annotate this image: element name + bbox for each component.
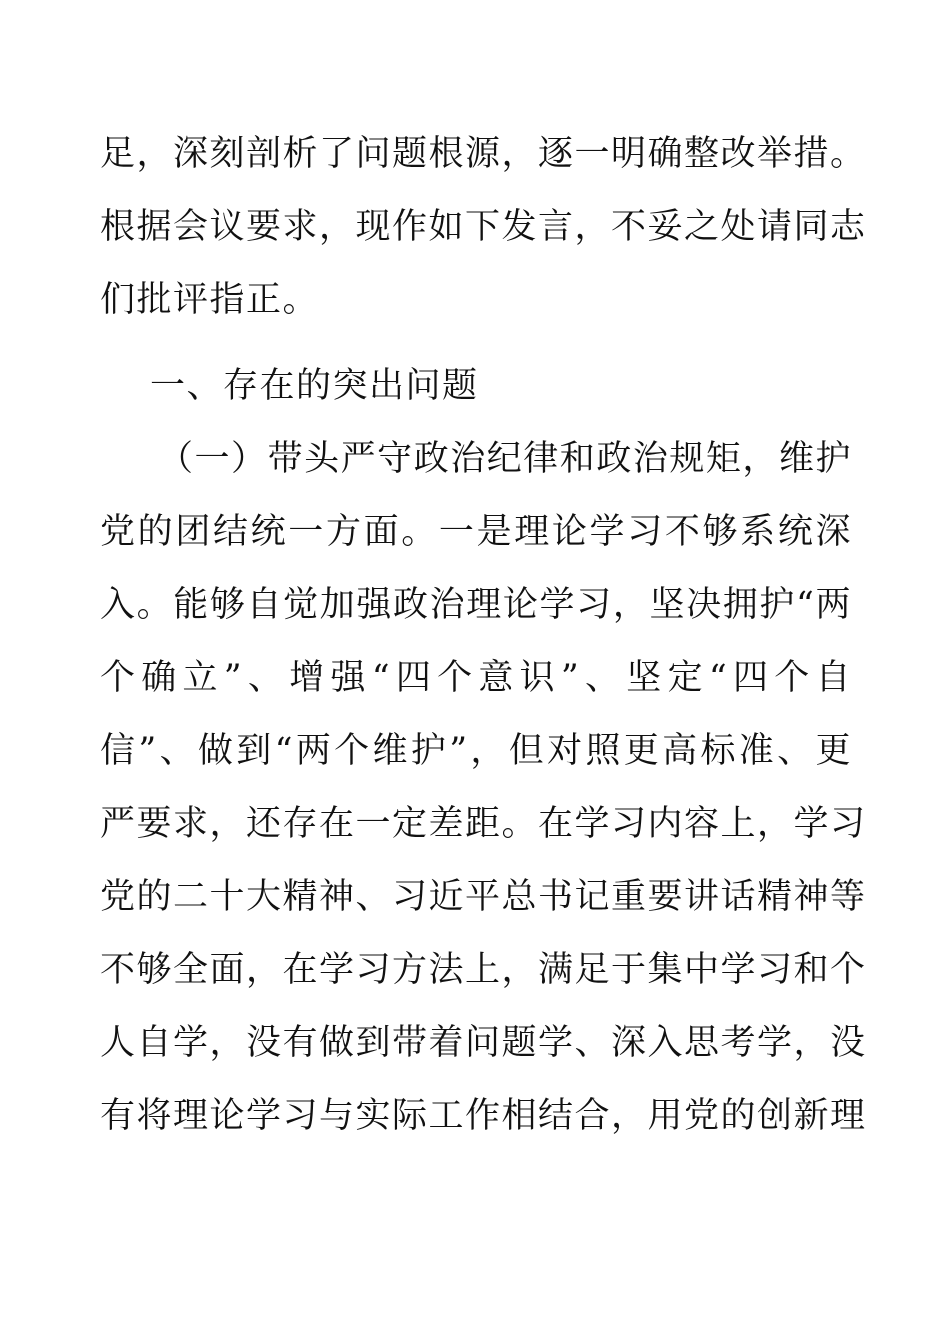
- section-heading: 一、存在的突出问题: [150, 366, 479, 406]
- paragraph-line-6: 严要求，还存在一定差距。在学习内容上，学习: [100, 804, 867, 844]
- paragraph-line-4: 个确立”、增强“四个意识”、坚定“四个自: [100, 658, 852, 698]
- paragraph-line-2: 党的团结统一方面。一是理论学习不够系统深: [100, 512, 852, 552]
- paragraph-line-8: 不够全面，在学习方法上，满足于集中学习和个: [100, 950, 867, 990]
- paragraph-line-9: 人自学，没有做到带着问题学、深入思考学，没: [100, 1023, 867, 1063]
- paragraph-line-7: 党的二十大精神、习近平总书记重要讲话精神等: [100, 877, 867, 917]
- paragraph-line-5: 信”、做到“两个维护”，但对照更高标准、更: [100, 731, 852, 771]
- intro-line-3: 们批评指正。: [100, 280, 320, 320]
- paragraph-line-10: 有将理论学习与实际工作相结合，用党的创新理: [100, 1096, 867, 1136]
- paragraph-line-3: 入。能够自觉加强政治理论学习，坚决拥护“两: [100, 585, 852, 625]
- intro-line-1: 足，深刻剖析了问题根源，逐一明确整改举措。: [100, 134, 867, 174]
- paragraph-line-1: （一）带头严守政治纪律和政治规矩，维护: [158, 439, 852, 479]
- document-body: [100, 118, 867, 1153]
- intro-line-2: 根据会议要求，现作如下发言，不妥之处请同志: [100, 207, 867, 247]
